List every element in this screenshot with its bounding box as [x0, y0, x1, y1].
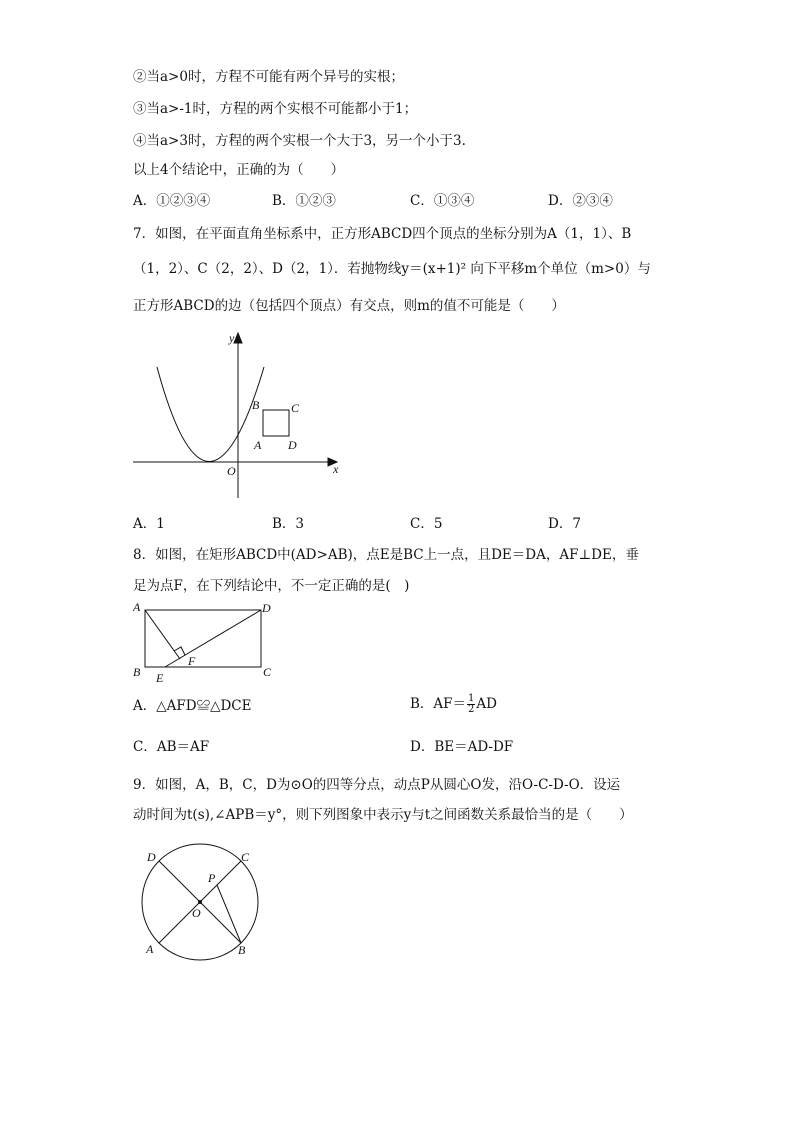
q7-label-a: A — [254, 438, 262, 452]
q6-question: 以上4个结论中，正确的为（ ） — [133, 162, 345, 178]
q8-label-d: D — [262, 601, 271, 615]
q7-stem-line-1: 7．如图，在平面直角坐标系中，正方形ABCD四个顶点的坐标分别为A（1，1）、B — [133, 226, 632, 242]
q8-option-b-prefix: B．AF＝ — [410, 696, 467, 712]
q7-label-o: O — [227, 464, 236, 478]
q6-option-c: C．①③④ — [410, 193, 475, 209]
q8-label-a: A — [133, 600, 141, 614]
q7-label-y: y — [229, 331, 235, 345]
q8-stem-line-2: 足为点F，在下列结论中，不一定正确的是( ) — [133, 578, 410, 594]
q9-label-p: P — [208, 871, 216, 885]
q9-label-b: B — [238, 943, 246, 957]
q7-option-d: D．7 — [548, 516, 581, 532]
q7-option-b: B．3 — [272, 516, 305, 532]
q6-option-d: D．②③④ — [548, 193, 613, 209]
q7-label-b: B — [252, 398, 260, 412]
q7-stem-line-2: （1，2）、C（2，2）、D（2，1）．若抛物线y＝(x+1)² 向下平移m个单位（m>0）与 — [133, 261, 651, 277]
q9-segment-pb — [217, 885, 241, 943]
q9-label-c: C — [241, 850, 250, 864]
q8-label-e: E — [156, 671, 164, 685]
q9-center-dot — [198, 900, 202, 904]
q8-option-a: A．△AFD≌△DCE — [133, 698, 252, 714]
q6-option-a: A．①②③④ — [133, 193, 211, 209]
q8-stem-line-1: 8．如图，在矩形ABCD中(AD>AB)，点E是BC上一点，且DE＝DA，AF⊥DE，垂 — [133, 547, 639, 563]
q6-statement-4: ④当a>3时，方程的两个实根一个大于3，另一个小于3. — [133, 133, 466, 149]
q7-stem-line-3: 正方形ABCD的边（包括四个顶点）有交点，则m的值不可能是（ ） — [133, 298, 565, 314]
q9-label-d: D — [147, 850, 156, 864]
q8-option-c: C．AB＝AF — [133, 739, 210, 755]
q6-statement-3: ③当a>-1时，方程的两个实根不可能都小于1； — [133, 101, 418, 117]
q7-label-x: x — [333, 462, 339, 476]
q9-stem-line-1: 9．如图，A，B，C，D为⊙O的四等分点，动点P从圆心O发，沿O-C-D-O．设运 — [133, 777, 621, 793]
q9-stem-line-2: 动时间为t(s),∠APB＝y°，则下列图象中表示y与t之间函数关系最恰当的是（ ） — [133, 807, 633, 823]
q7-option-a: A．1 — [133, 516, 165, 532]
q8-label-b: B — [133, 665, 141, 679]
q8-label-c: C — [263, 665, 272, 679]
q8-label-f: F — [188, 654, 196, 668]
q8-fraction-denominator: 2 — [468, 704, 475, 715]
q7-label-d: D — [288, 438, 297, 452]
q8-fraction-numerator: 1 — [468, 693, 475, 704]
q9-label-o: O — [192, 906, 201, 920]
q6-option-b: B．①②③ — [272, 193, 336, 209]
q8-option-b-suffix: AD — [476, 696, 497, 712]
q7-option-c: C．5 — [410, 516, 443, 532]
q8-option-d: D．BE＝AD-DF — [410, 739, 514, 755]
q9-label-a: A — [146, 942, 154, 956]
q6-statement-2: ②当a>0时，方程不可能有两个异号的实根； — [133, 69, 404, 85]
q7-label-c: C — [291, 401, 300, 415]
